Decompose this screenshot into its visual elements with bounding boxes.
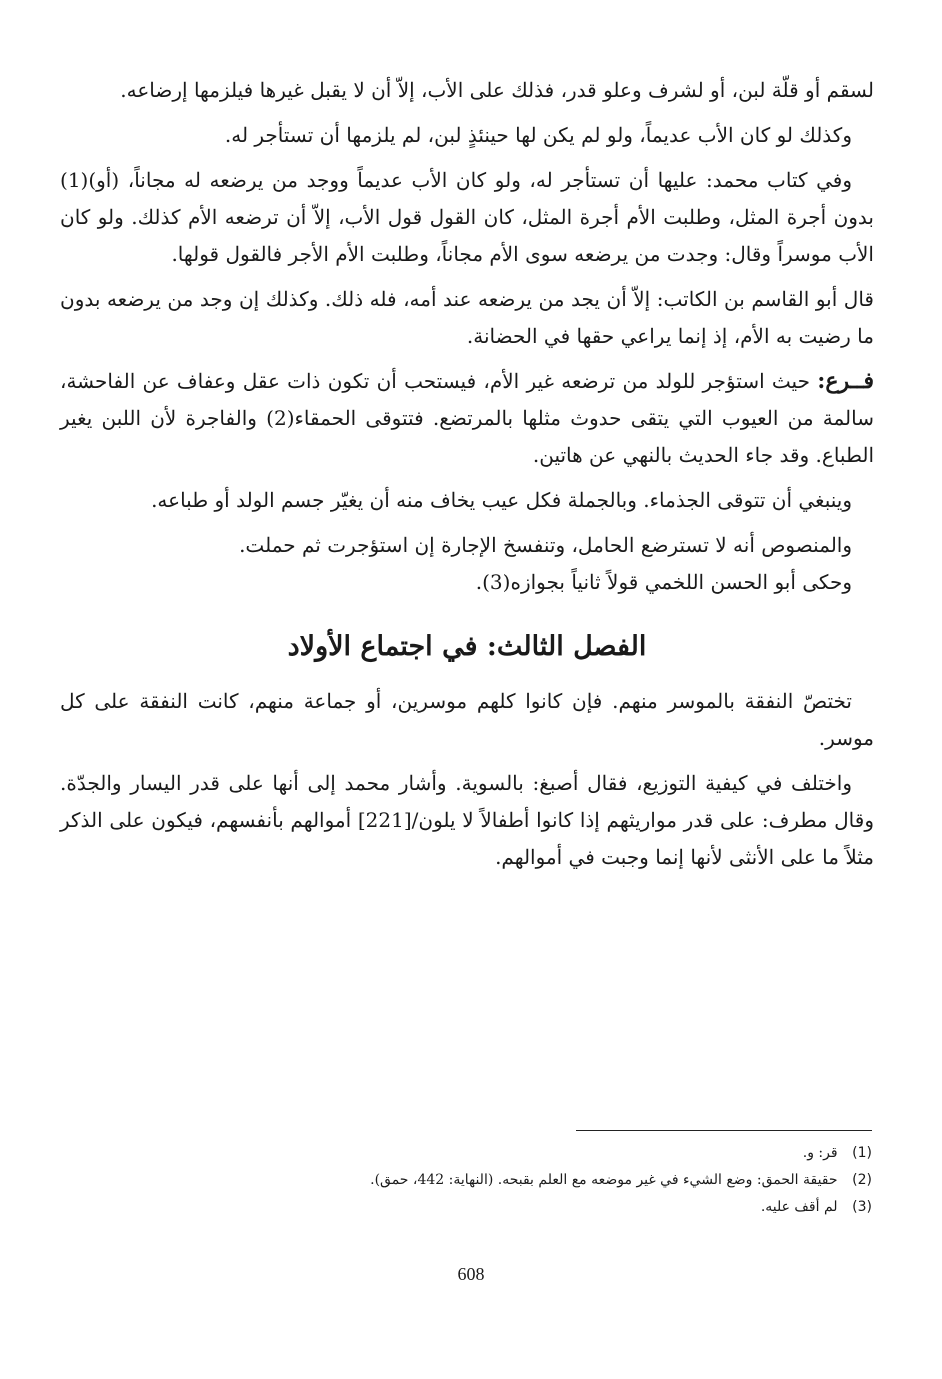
paragraph-7: والمنصوص أنه لا تسترضع الحامل، وتنفسخ الإجارة إن استؤجرت ثم حملت. xyxy=(239,533,852,557)
section-title: الفصل الثالث: في اجتماع الأولاد xyxy=(287,631,647,662)
page-number: 608 xyxy=(457,1264,485,1284)
footnote-text: لم أقف عليه. xyxy=(760,1199,838,1215)
footnote-text: قر: و. xyxy=(802,1145,838,1161)
footnote-number: (2) xyxy=(852,1172,872,1188)
footnote-number: (1) xyxy=(852,1145,872,1161)
paragraph-1: لسقم أو قلّة لبن، أو لشرف وعلو قدر، فذلك على الأب، إلاّ أن لا يقبل غيرها فيلزمها إرضاعه. xyxy=(120,78,874,102)
footnotes xyxy=(80,1140,872,1221)
section-paragraph-1: تختصّ النفقة بالموسر منهم. فإن كانوا كلهم موسرين، أو جماعة منهم، كانت النفقة على كل موسر. xyxy=(60,689,874,750)
footnote-text: حقيقة الحمق: وضع الشيء في غير موضعه مع العلم بقبحه. (النهاية: 442، حمق). xyxy=(370,1172,838,1188)
body-text xyxy=(60,72,874,884)
section-paragraph-2: واختلف في كيفية التوزيع، فقال أصبغ: بالسوية. وأشار محمد إلى أنها على قدر اليسار والجدّة. وقال مطرف: على قدر مواريثهم إذا كانوا أطفالاً لا يلون/[221] أموالهم بأنفسهم، فيكون على الذكر مثلاً ما على الأنثى لأنها إنما وجبت في أموالهم. xyxy=(60,771,874,869)
paragraph-8: وحكى أبو الحسن اللخمي قولاً ثانياً بجوازه(3). xyxy=(475,570,852,594)
far-text: حيث استؤجر للولد من ترضعه غير الأم، فيستحب أن تكون ذات عقل وعفاف عن الفاحشة، سالمة من العيوب التي يتقى حدوث مثلها بالمرتضع. فتتوقى الحمقاء(2) والفاجرة لأن اللبن يغير الطباع. وقد جاء الحديث بالنهي عن هاتين. xyxy=(60,369,874,467)
paragraph-6: وينبغي أن تتوقى الجذماء. وبالجملة فكل عيب يخاف منه أن يغيّر جسم الولد أو طباعه. xyxy=(151,488,852,512)
paragraph-3: وفي كتاب محمد: عليها أن تستأجر له، ولو كان الأب عديماً ووجد من يرضعه له مجاناً، (أو)(1) بدون أجرة المثل، وطلبت الأم أجرة المثل، كان القول قول الأب، إلاّ أن ترضعه الأم كذلك. ولو كان الأب موسراً وقال: وجدت من يرضعه سوى الأم مجاناً، وطلبت الأم الأجر فالقول قولها. xyxy=(60,168,874,266)
footnote-1 xyxy=(80,1140,872,1167)
footnote-3 xyxy=(80,1194,872,1221)
paragraph-2: وكذلك لو كان الأب عديماً، ولو لم يكن لها حينئذٍ لبن، لم يلزمها أن تستأجر له. xyxy=(224,123,852,147)
footnote-divider xyxy=(576,1130,872,1131)
paragraph-4: قال أبو القاسم بن الكاتب: إلاّ أن يجد من يرضعه عند أمه، فله ذلك. وكذلك إن وجد من يرضعه بدون ما رضيت به الأم، إذ إنما يراعي حقها في الحضانة. xyxy=(60,287,874,348)
footnote-2 xyxy=(80,1167,872,1194)
far-label: فــرع: xyxy=(817,368,874,394)
far-paragraph xyxy=(60,363,874,474)
footnote-number: (3) xyxy=(852,1199,872,1215)
